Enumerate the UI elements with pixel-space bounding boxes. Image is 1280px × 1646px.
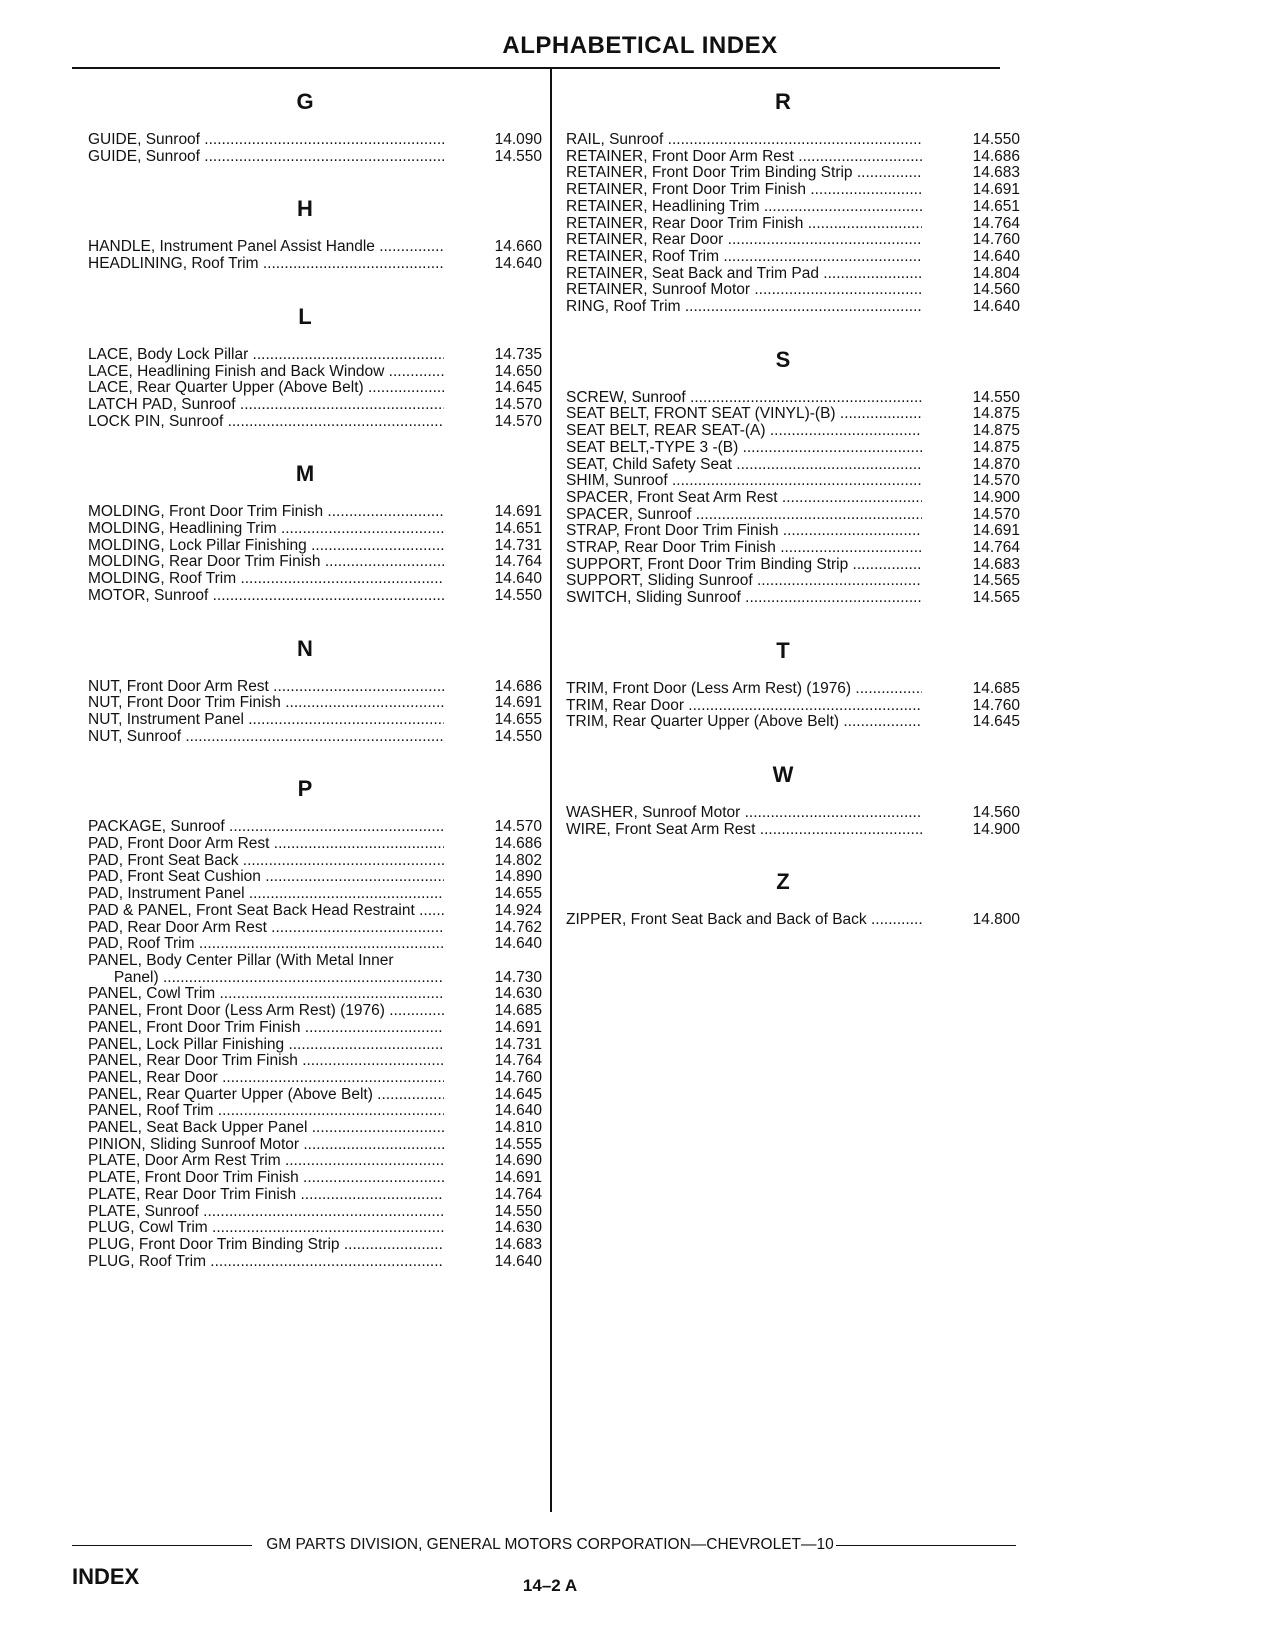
entry-label: PAD, Rear Door Arm Rest ..... [88,920,444,937]
entry-label: TRIM, Front Door (Less Arm Rest) (1976) ..... [566,681,922,698]
section-letter: Z [776,869,790,895]
index-entry [88,538,542,555]
entry-page-number: 14.640 [494,570,542,588]
entry-page-number: 14.683 [972,164,1020,182]
entry-page-number: 14.660 [494,238,542,256]
entry-label: SUPPORT, Front Door Trim Binding Strip ..... [566,557,922,574]
entry-page-number: 14.875 [972,422,1020,440]
entry-page-number: 14.900 [972,488,1020,506]
entry-page-number: 14.691 [494,1018,542,1036]
entry-page-number: 14.640 [494,255,542,273]
entry-label: PANEL, Rear Door Trim Finish ..... [88,1053,444,1070]
section-letter: G [296,89,314,114]
index-entry [88,679,542,696]
index-entry [88,521,542,538]
section-letter: H [297,196,313,222]
index-entry [566,714,1020,731]
index-entry [88,729,542,746]
index-entry [566,266,1020,283]
index-entry [88,1204,542,1221]
entry-page-number: 14.735 [494,345,542,363]
entry-label: RETAINER, Headlining Trim ..... [566,199,922,216]
entry-page-number: 14.570 [494,818,542,836]
index-entry [566,182,1020,199]
index-entry [88,256,542,273]
index-section-list [88,239,542,272]
index-entry [566,590,1020,607]
entry-page-number: 14.810 [494,1119,542,1137]
entry-page-number: 14.640 [972,247,1020,265]
entry-label: RING, Roof Trim ..... [566,299,922,316]
entry-page-number: 14.630 [494,985,542,1003]
entry-label: SHIM, Sunroof ..... [566,473,922,490]
entry-label: PAD, Front Seat Cushion ..... [88,869,444,886]
index-section-list [566,805,1020,838]
index-entry [566,822,1020,839]
index-entry [566,507,1020,524]
entry-label: PLUG, Cowl Trim ..... [88,1220,444,1237]
entry-page-number: 14.565 [972,572,1020,590]
index-entry [566,299,1020,316]
section-letter: L [298,303,312,329]
entry-label: WIRE, Front Seat Arm Rest ..... [566,822,922,839]
entry-label: HANDLE, Instrument Panel Assist Handle ..... [88,239,444,256]
entry-label: PLATE, Sunroof ..... [88,1204,444,1221]
entry-label: WASHER, Sunroof Motor ..... [566,805,922,822]
entry-label: PLUG, Front Door Trim Binding Strip ..... [88,1237,444,1254]
index-entry [88,1087,542,1104]
left-column [88,88,542,1300]
entry-label: SPACER, Sunroof ..... [566,507,922,524]
entry-page-number: 14.645 [494,379,542,397]
index-entry [566,805,1020,822]
entry-label: TRIM, Rear Quarter Upper (Above Belt) ..... [566,714,922,731]
entry-page-number: 14.570 [972,505,1020,523]
entry-label: NUT, Instrument Panel ..... [88,712,444,729]
entry-label: SUPPORT, Sliding Sunroof ..... [566,573,922,590]
entry-label: SCREW, Sunroof ..... [566,390,922,407]
entry-page-number: 14.900 [972,820,1020,838]
entry-label: TRIM, Rear Door ..... [566,698,922,715]
entry-label: RETAINER, Front Door Trim Finish ..... [566,182,922,199]
entry-page-number: 14.686 [494,835,542,853]
entry-label: PLATE, Door Arm Rest Trim ..... [88,1153,444,1170]
entry-label: Panel) ..... [88,970,444,987]
entry-label: PACKAGE, Sunroof ..... [88,819,444,836]
index-section-list [88,679,542,746]
index-entry [566,573,1020,590]
entry-label: PANEL, Rear Door ..... [88,1070,444,1087]
index-entry [88,819,542,836]
entry-page-number: 14.550 [972,131,1020,148]
entry-page-number: 14.691 [494,1169,542,1187]
index-entry [566,216,1020,233]
entry-page-number: 14.640 [494,1252,542,1270]
entry-page-number: 14.875 [972,405,1020,423]
entry-page-number: 14.640 [494,935,542,953]
entry-page-number: 14.090 [494,131,542,148]
index-entry [566,473,1020,490]
entry-label: PLUG, Roof Trim ..... [88,1254,444,1271]
entry-page-number: 14.764 [972,214,1020,232]
index-entry [566,132,1020,149]
entry-page-number: 14.683 [972,555,1020,573]
index-entry [88,903,542,920]
footer-publisher: GM PARTS DIVISION, GENERAL MOTORS CORPORATION—CHEVROLET—10 [266,1536,834,1553]
column-divider [550,69,552,1512]
index-entry [566,390,1020,407]
index-entry [88,1053,542,1070]
entry-label: SWITCH, Sliding Sunroof ..... [566,590,922,607]
index-section-list [566,390,1020,607]
index-entry [88,853,542,870]
entry-label: PANEL, Front Door Trim Finish ..... [88,1020,444,1037]
entry-page-number: 14.764 [494,553,542,571]
entry-page-number: 14.550 [494,727,542,745]
section-letter: R [775,89,791,114]
index-entry [88,588,542,605]
entry-label: NUT, Sunroof ..... [88,729,444,746]
entry-page-number: 14.570 [972,472,1020,490]
index-entry [88,571,542,588]
entry-label: PANEL, Roof Trim ..... [88,1103,444,1120]
index-entry [88,504,542,521]
entry-label: MOLDING, Rear Door Trim Finish ..... [88,554,444,571]
page-title: ALPHABETICAL INDEX [502,32,778,59]
entry-page-number: 14.764 [972,539,1020,557]
index-entry [88,936,542,953]
entry-page-number: 14.731 [494,536,542,554]
entry-page-number: 14.875 [972,438,1020,456]
index-entry [566,249,1020,266]
entry-page-number: 14.731 [494,1035,542,1053]
index-entry [566,199,1020,216]
index-entry [88,920,542,937]
index-entry [566,490,1020,507]
index-entry [88,1103,542,1120]
entry-page-number: 14.640 [972,298,1020,316]
entry-page-number: 14.555 [494,1135,542,1153]
section-letter: W [772,761,794,787]
index-entry [88,1237,542,1254]
entry-label: MOLDING, Lock Pillar Finishing ..... [88,538,444,555]
index-section-list [566,132,1020,316]
index-entry [566,440,1020,457]
entry-label: PINION, Sliding Sunroof Motor ..... [88,1137,444,1154]
entry-page-number: 14.655 [494,885,542,903]
index-entry [88,1003,542,1020]
entry-page-number: 14.550 [972,388,1020,406]
entry-label: PANEL, Rear Quarter Upper (Above Belt) ..... [88,1087,444,1104]
section-letter: T [776,637,790,663]
entry-label: PAD, Front Door Arm Rest ..... [88,836,444,853]
index-entry [88,1220,542,1237]
footer-rule-left [72,1545,252,1546]
index-entry [88,1037,542,1054]
entry-label: ZIPPER, Front Seat Back and Back of Back ..... [566,912,922,929]
entry-label: LATCH PAD, Sunroof ..... [88,397,444,414]
entry-label: LACE, Body Lock Pillar ..... [88,347,444,364]
entry-page-number: 14.685 [494,1002,542,1020]
index-entry [88,970,542,987]
entry-label: PLATE, Rear Door Trim Finish ..... [88,1187,444,1204]
index-entry [88,869,542,886]
section-letter: N [297,635,313,661]
entry-label: PAD, Front Seat Back ..... [88,853,444,870]
entry-label: MOTOR, Sunroof ..... [88,588,444,605]
entry-page-number: 14.760 [494,1068,542,1086]
entry-label: SEAT BELT,-TYPE 3 -(B) ..... [566,440,922,457]
index-entry [88,986,542,1003]
entry-page-number: 14.760 [972,696,1020,714]
entry-page-number: 14.550 [494,147,542,165]
index-section-list [88,819,542,1270]
index-entry [88,1120,542,1137]
entry-label: PLATE, Front Door Trim Finish ..... [88,1170,444,1187]
entry-page-number: 14.924 [494,901,542,919]
entry-page-number: 14.630 [494,1219,542,1237]
entry-page-number: 14.802 [494,851,542,869]
index-entry [566,681,1020,698]
entry-label: PANEL, Front Door (Less Arm Rest) (1976) ..... [88,1003,444,1020]
entry-page-number: 14.730 [494,968,542,986]
index-entry [88,1070,542,1087]
index-entry [566,698,1020,715]
entry-label: STRAP, Rear Door Trim Finish ..... [566,540,922,557]
index-section-list [88,347,542,431]
index-section-list [566,681,1020,731]
entry-page-number: 14.686 [972,147,1020,165]
entry-page-number: 14.683 [494,1235,542,1253]
entry-label: NUT, Front Door Arm Rest ..... [88,679,444,696]
entry-label: RETAINER, Sunroof Motor ..... [566,282,922,299]
entry-label: NUT, Front Door Trim Finish ..... [88,695,444,712]
entry-label: SPACER, Front Seat Arm Rest ..... [566,490,922,507]
index-entry [88,1170,542,1187]
entry-page-number: 14.655 [494,710,542,728]
entry-label: RETAINER, Front Door Arm Rest ..... [566,149,922,166]
index-entry [88,364,542,381]
index-entry [88,554,542,571]
index-entry [566,406,1020,423]
section-letter: M [295,461,315,487]
entry-page-number: 14.800 [972,911,1020,929]
entry-page-number: 14.690 [494,1152,542,1170]
index-entry [88,149,542,166]
entry-page-number: 14.560 [972,281,1020,299]
entry-label: SEAT, Child Safety Seat ..... [566,457,922,474]
index-entry [566,457,1020,474]
entry-label: PANEL, Cowl Trim ..... [88,986,444,1003]
entry-page-number: 14.651 [972,197,1020,215]
index-entry [88,239,542,256]
entry-page-number: 14.870 [972,455,1020,473]
index-entry [566,912,1020,929]
index-entry [566,165,1020,182]
entry-page-number: 14.550 [494,1202,542,1220]
entry-label: STRAP, Front Door Trim Finish ..... [566,523,922,540]
entry-page-number: 14.565 [972,589,1020,607]
entry-page-number: 14.890 [494,868,542,886]
entry-label: PAD & PANEL, Front Seat Back Head Restraint ..... [88,903,444,920]
entry-label: GUIDE, Sunroof ..... [88,149,444,166]
entry-page-number: 14.691 [972,522,1020,540]
footer-section-label: INDEX [72,1564,140,1589]
entry-page-number: 14.560 [972,803,1020,821]
entry-label: RETAINER, Seat Back and Trim Pad ..... [566,266,922,283]
index-entry [88,132,542,149]
entry-label: RAIL, Sunroof ..... [566,132,922,149]
index-entry [88,414,542,431]
footer-rule-right [836,1545,1016,1546]
entry-label: SEAT BELT, REAR SEAT-(A) ..... [566,423,922,440]
entry-page-number: 14.762 [494,918,542,936]
index-entry [566,540,1020,557]
entry-label: RETAINER, Rear Door Trim Finish ..... [566,216,922,233]
right-column [566,88,1020,959]
entry-page-number: 14.804 [972,264,1020,282]
index-entry [566,232,1020,249]
index-entry [88,1254,542,1271]
entry-label: LACE, Rear Quarter Upper (Above Belt) ..... [88,380,444,397]
entry-label: SEAT BELT, FRONT SEAT (VINYL)-(B) ..... [566,406,922,423]
entry-page-number: 14.686 [494,677,542,695]
entry-label: PANEL, Lock Pillar Finishing ..... [88,1037,444,1054]
index-section-list [566,912,1020,929]
entry-page-number: 14.570 [494,395,542,413]
entry-label: RETAINER, Rear Door ..... [566,232,922,249]
entry-page-number: 14.645 [972,713,1020,731]
index-entry [88,1187,542,1204]
entry-label: PAD, Roof Trim ..... [88,936,444,953]
index-entry [88,1153,542,1170]
entry-page-number: 14.650 [494,362,542,380]
entry-page-number: 14.640 [494,1102,542,1120]
index-section-list [88,504,542,604]
entry-label: GUIDE, Sunroof ..... [88,132,444,149]
entry-label: MOLDING, Roof Trim ..... [88,571,444,588]
index-entry [88,953,542,970]
section-letter: S [775,346,791,372]
section-letter: P [297,776,313,802]
footer-page-number: 14–2 A [522,1576,578,1595]
entry-label: LACE, Headlining Finish and Back Window ..... [88,364,444,381]
entry-label: PANEL, Seat Back Upper Panel ..... [88,1120,444,1137]
index-section-list [88,132,542,165]
entry-page-number: 14.691 [494,694,542,712]
entry-page-number: 14.645 [494,1085,542,1103]
entry-label: MOLDING, Headlining Trim ..... [88,521,444,538]
index-entry [566,282,1020,299]
entry-page-number: 14.550 [494,586,542,604]
entry-label: PAD, Instrument Panel ..... [88,886,444,903]
index-entry [88,380,542,397]
entry-page-number: 14.570 [494,412,542,430]
index-entry [88,1137,542,1154]
entry-label: HEADLINING, Roof Trim ..... [88,256,444,273]
index-entry [88,886,542,903]
entry-page-number: 14.691 [494,503,542,521]
index-entry [566,523,1020,540]
entry-label: LOCK PIN, Sunroof ..... [88,414,444,431]
entry-label: RETAINER, Roof Trim ..... [566,249,922,266]
index-entry [88,695,542,712]
entry-label: RETAINER, Front Door Trim Binding Strip ..... [566,165,922,182]
index-entry [88,836,542,853]
index-entry [566,557,1020,574]
entry-page-number: 14.760 [972,231,1020,249]
index-entry [88,397,542,414]
entry-page-number: 14.651 [494,520,542,538]
index-entry [88,1020,542,1037]
entry-page-number: 14.764 [494,1052,542,1070]
entry-label: MOLDING, Front Door Trim Finish ..... [88,504,444,521]
entry-page-number: 14.691 [972,181,1020,199]
index-entry [88,347,542,364]
entry-page-number: 14.685 [972,679,1020,697]
index-entry [566,423,1020,440]
header-rule [72,67,1000,69]
index-entry [566,149,1020,166]
index-entry [88,712,542,729]
entry-label: PANEL, Body Center Pillar (With Metal Inner [88,952,394,969]
entry-page-number: 14.764 [494,1185,542,1203]
